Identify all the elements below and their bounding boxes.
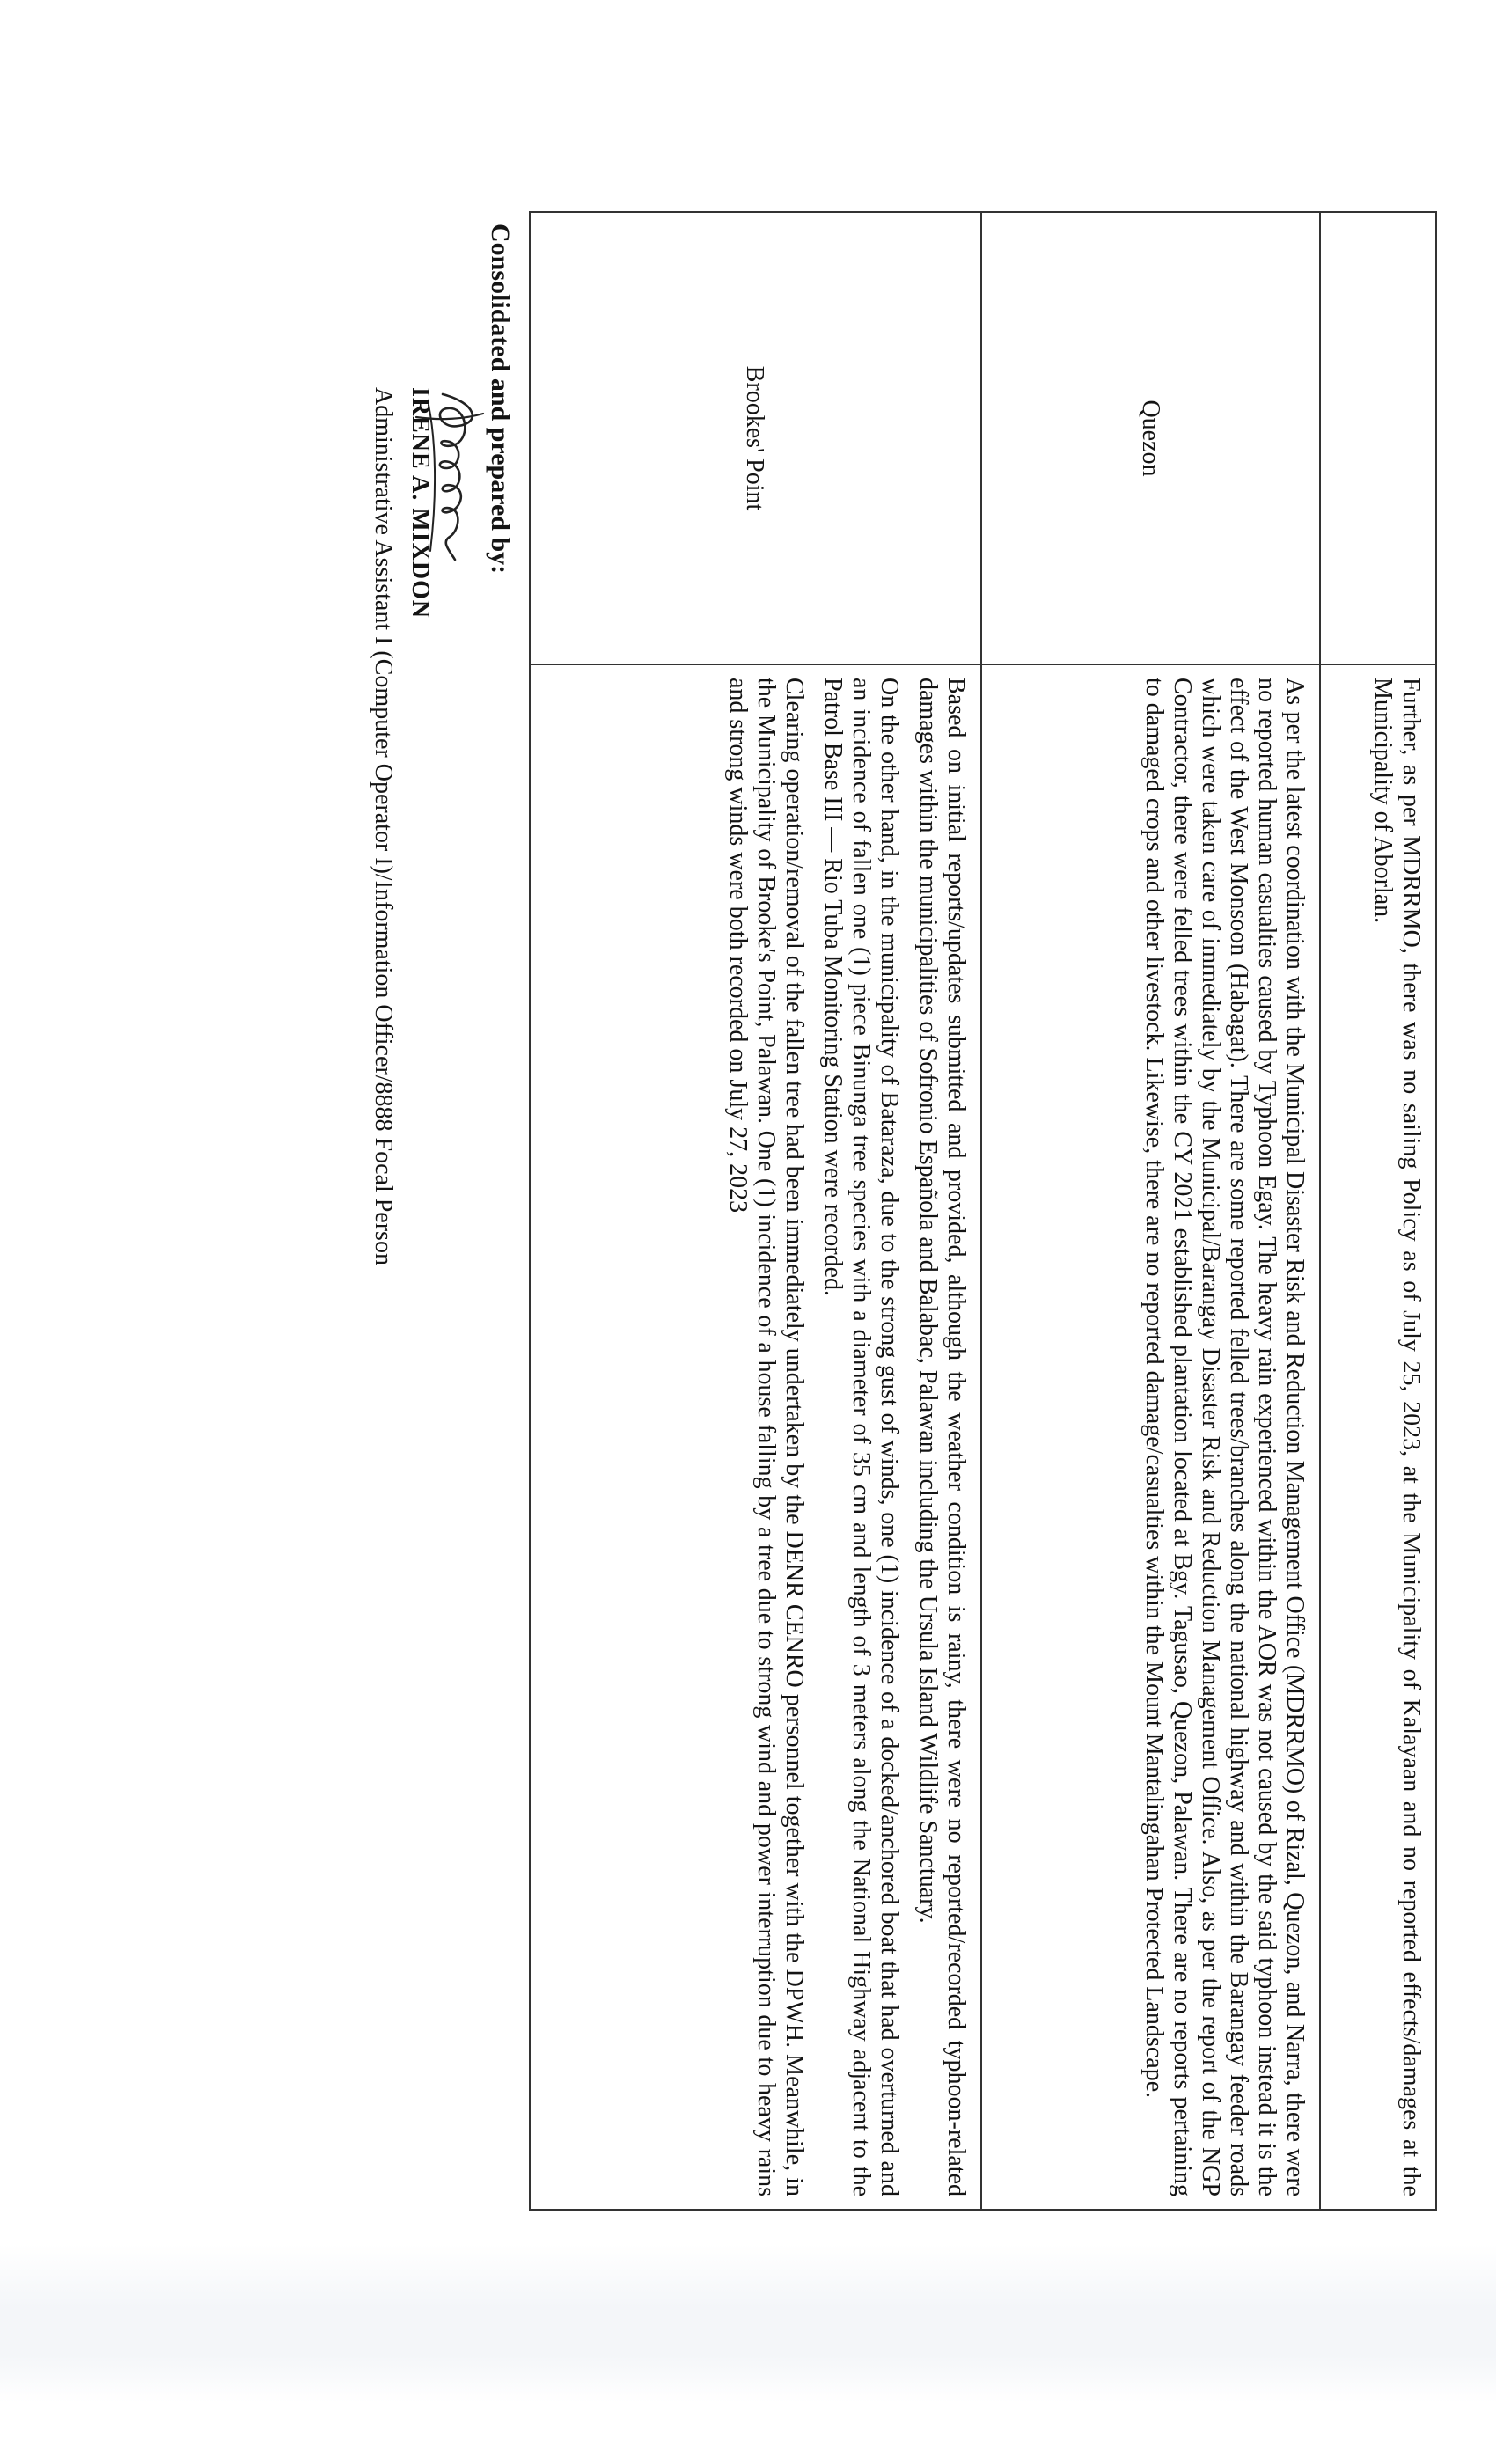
table-row [529, 213, 982, 2209]
report-paragraph: As per the latest coordination with the Municipal Disaster Risk and Reduction Management Office (MDRRMO) of Rizal, Quezon, and Narra, there were no reported human casualties caused by Typhoon Egay. The heavy rain experienced within the AOR was not caused by the said typhoon instead it is the effect of the West Monsoon (Habagat). There are some reported felled trees/branches along the national highway and within the Barangay feeder roads which were taken care of immediately by the Municipal/Barangay Disaster Risk and Reduction Management Office. Also, as per the report of the NGP Contractor, there were felled trees within the CY 2021 established plantation located at Bgy. Tagusao, Quezon, Palawan. There are no reports pertaining to damaged crops and other livestock. Likewise, there are no reported damage/casualties within the Mount Mantalingahan Protected Landscape. [1140, 678, 1309, 2196]
table-row [982, 213, 1321, 2209]
municipality-name: Brookes' Point [741, 365, 769, 511]
municipality-name: Quezon [1137, 400, 1165, 477]
signature-area [397, 211, 466, 1531]
report-cell [529, 665, 980, 2209]
report-table [529, 211, 1437, 2211]
municipality-cell [529, 213, 980, 665]
report-paragraph: Based on initial reports/updates submitted and provided, although the weather condition is rainy, there were no reported/recorded typhoon-related damages within the municipalities of Sofronio Española and Balabac, Palawan including the Ursula Island Wildlife Sanctuary. [914, 678, 970, 2196]
table-row [1321, 213, 1435, 2209]
prepared-by-label: Consolidated and prepared by: [486, 224, 515, 575]
report-paragraph: Further, as per MDRRMO, there was no sailing Policy as of July 25, 2023, at the Municipality of Kalayaan and no reported effects/damages at the Municipality of Aborlan. [1369, 678, 1425, 2196]
scan-artifact-band [0, 2244, 1496, 2402]
report-cell [1321, 665, 1435, 2209]
report-paragraph: On the other hand, in the municipality of Bataraza, due to the strong gust of winds, one (1) incidence of a docked/anchored boat that had overturned and an incidence of fallen one (1) piece Binunga tree species with a diameter of 35 cm and length of 3 meters along the National Highway adjacent to the Patrol Base III — Rio Tuba Monitoring Station were recorded. [819, 678, 903, 2196]
municipality-cell [1321, 213, 1435, 665]
signatory-name: IRENE A. MIXDON [407, 387, 434, 620]
signatory-title: Administrative Assistant I (Computer Operator I)/Information Officer/8888 Focal Person [370, 387, 397, 1265]
signature-block [369, 211, 515, 1531]
municipality-cell [982, 213, 1319, 665]
report-cell [982, 665, 1319, 2209]
report-paragraph: Clearing operation/removal of the fallen tree had been immediately undertaken by the DENR CENRO personnel together with the DPWH. Meanwhile, in the Municipality of Brooke's Point, Palawan. One (1) incidence of a house falling by a tree due to strong wind and power interruption due to heavy rains and strong winds were both recorded on July 27, 2023 [724, 678, 808, 2196]
